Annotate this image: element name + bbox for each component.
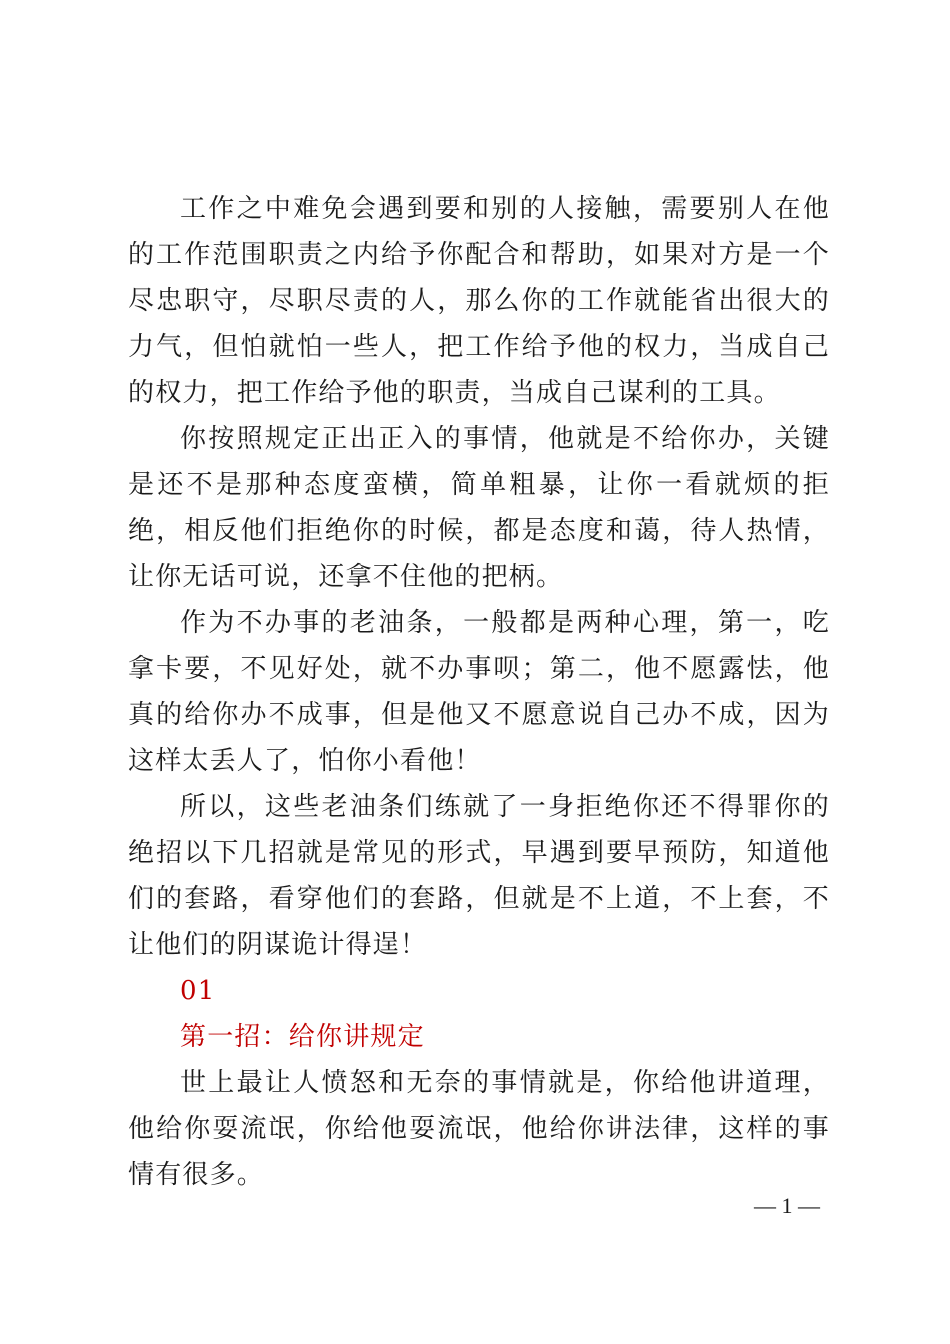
section-number: 01: [180, 976, 216, 1006]
paragraph-intro: 工作之中难免会遇到要和别的人接触，需要别人在他的工作范围职责之内给予你配合和帮助，如果对方是一个尽忠职守，尽职尽责的人，那么你的工作就能省出很大的力气，但怕就怕一些人，把工作给予他的权力，当成自己的权力，把工作给予他的职责，当成自己谋利的工具。: [128, 194, 830, 408]
document-body: [128, 186, 830, 1198]
section-heading: 第一招：给你讲规定: [180, 1022, 425, 1052]
paragraph-tricks: 所以，这些老油条们练就了一身拒绝你还不得罪你的绝招以下几招就是常见的形式，早遇到要早预防，知道他们的套路，看穿他们的套路，但就是不上道，不上套，不让他们的阴谋诡计得逞！: [128, 792, 830, 960]
paragraph-psychology: 作为不办事的老油条，一般都是两种心理，第一，吃拿卡要，不见好处，就不办事呗；第二，他不愿露怯，他真的给你办不成事，但是他又不愿意说自己办不成，因为这样太丢人了，怕你小看他！: [128, 608, 830, 776]
paragraph-section-body: 世上最让人愤怒和无奈的事情就是，你给他讲道理，他给你耍流氓，你给他耍流氓，他给你讲法律，这样的事情有很多。: [128, 1068, 830, 1190]
page-number: — 1 —: [754, 1193, 820, 1218]
paragraph-rejection: 你按照规定正出正入的事情，他就是不给你办，关键是还不是那种态度蛮横，简单粗暴，让你一看就烦的拒绝，相反他们拒绝你的时候，都是态度和蔼，待人热情，让你无话可说，还拿不住他的把柄。: [128, 424, 830, 592]
